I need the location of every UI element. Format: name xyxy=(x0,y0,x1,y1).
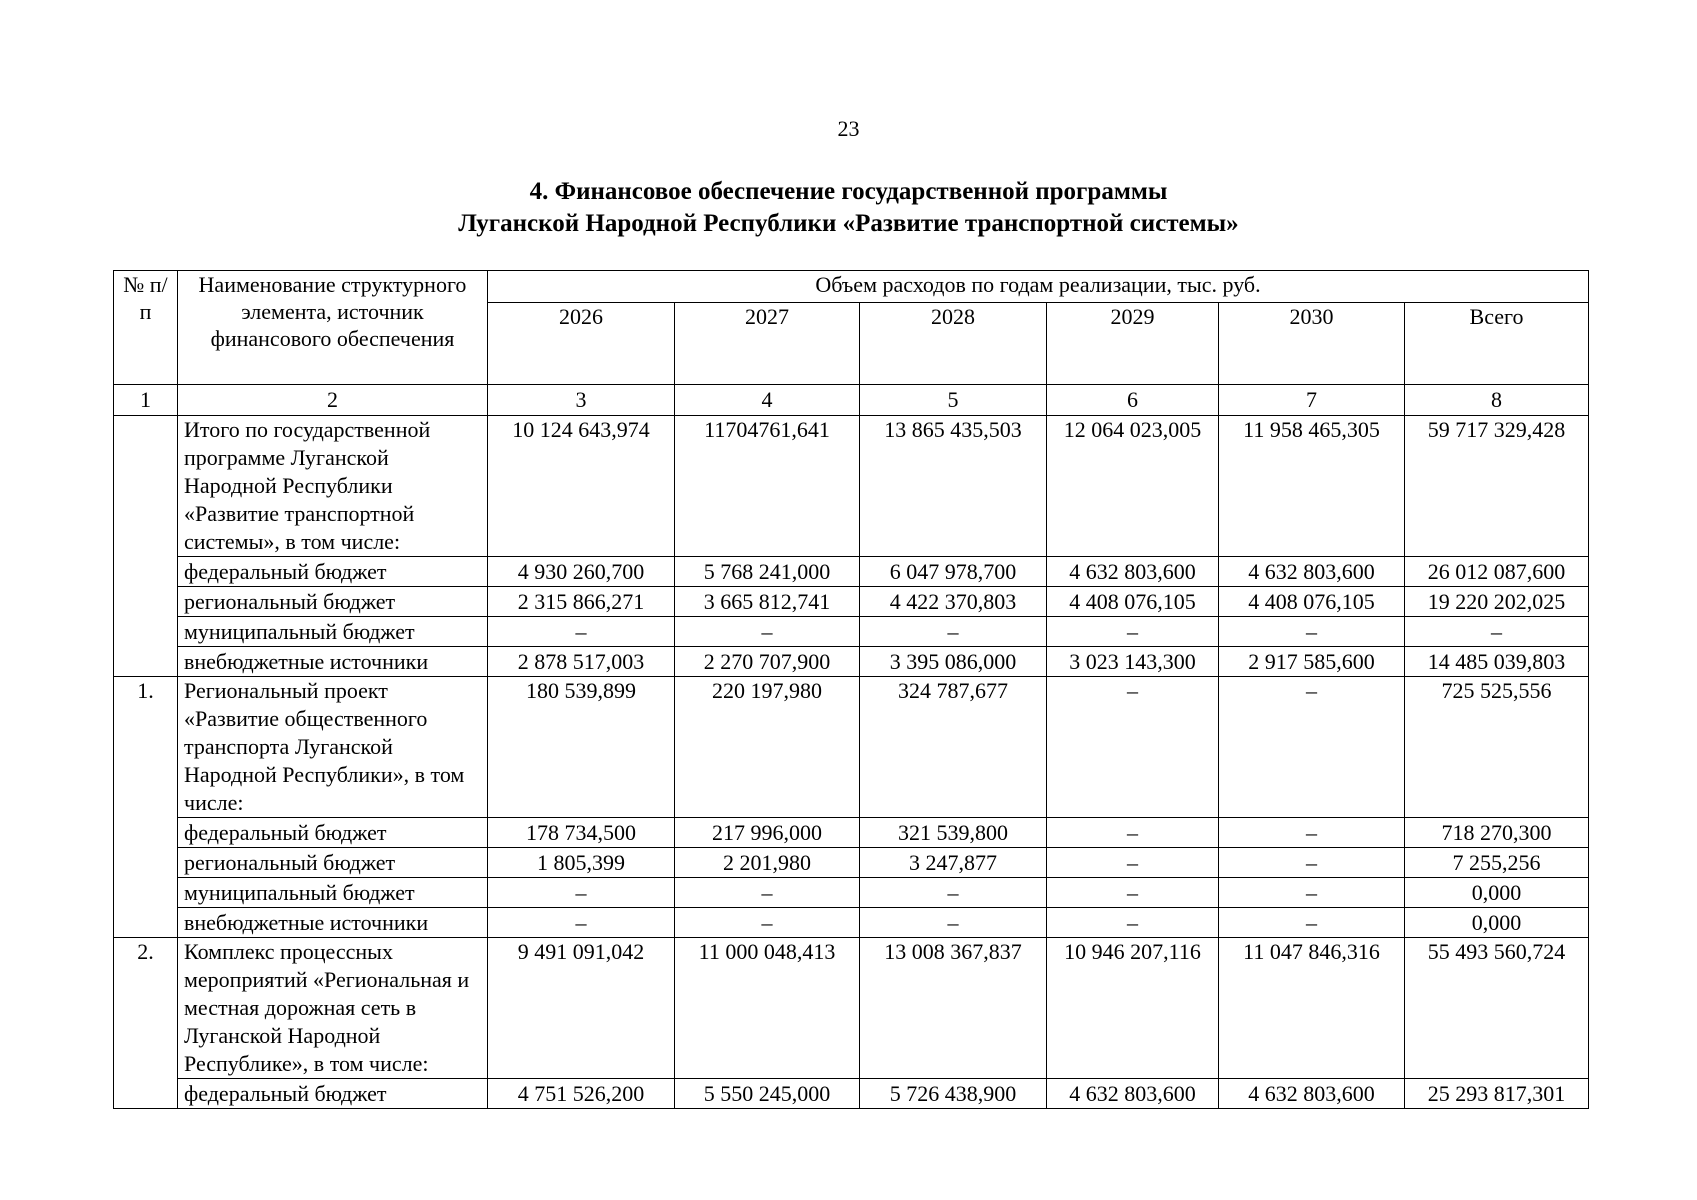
year-value-cell: 13 008 367,837 xyxy=(860,938,1047,1079)
funding-source-row xyxy=(114,587,1589,617)
year-value-cell: – xyxy=(1219,878,1405,908)
funding-source-row xyxy=(114,1079,1589,1109)
year-value-cell: – xyxy=(1219,677,1405,818)
year-value-cell: 5 768 241,000 xyxy=(675,557,860,587)
year-value-cell: 2 917 585,600 xyxy=(1219,647,1405,677)
year-value-cell: – xyxy=(488,617,675,647)
year-value-cell: 2 270 707,900 xyxy=(675,647,860,677)
column-number: 2 xyxy=(178,385,488,416)
column-number: 8 xyxy=(1405,385,1589,416)
year-value-cell: – xyxy=(860,617,1047,647)
year-value-cell: 1 805,399 xyxy=(488,848,675,878)
column-number: 1 xyxy=(114,385,178,416)
year-value-cell: 11704761,641 xyxy=(675,416,860,557)
year-value-cell: 217 996,000 xyxy=(675,818,860,848)
total-value-cell: 725 525,556 xyxy=(1405,677,1589,818)
funding-source-name: федеральный бюджет xyxy=(178,818,488,848)
total-value-cell: 59 717 329,428 xyxy=(1405,416,1589,557)
header-year: 2029 xyxy=(1047,303,1219,385)
header-total: Всего xyxy=(1405,303,1589,385)
column-number: 4 xyxy=(675,385,860,416)
total-value-cell: 19 220 202,025 xyxy=(1405,587,1589,617)
funding-source-name: внебюджетные источники xyxy=(178,647,488,677)
total-value-cell: 25 293 817,301 xyxy=(1405,1079,1589,1109)
year-value-cell: 2 878 517,003 xyxy=(488,647,675,677)
year-value-cell: – xyxy=(860,878,1047,908)
row-number xyxy=(114,416,178,677)
year-value-cell: 4 930 260,700 xyxy=(488,557,675,587)
funding-source-name: федеральный бюджет xyxy=(178,1079,488,1109)
year-value-cell: – xyxy=(675,617,860,647)
funding-source-name: региональный бюджет xyxy=(178,848,488,878)
page-number: 23 xyxy=(837,116,860,141)
funding-source-name: муниципальный бюджет xyxy=(178,878,488,908)
structural-element-name: Комплекс процессных мероприятий «Региональная и местная дорожная сеть в Луганской Народной Республике», в том числе: xyxy=(178,938,488,1079)
total-value-cell: 7 255,256 xyxy=(1405,848,1589,878)
total-value-cell: 0,000 xyxy=(1405,908,1589,938)
year-value-cell: 2 201,980 xyxy=(675,848,860,878)
year-value-cell: 10 946 207,116 xyxy=(1047,938,1219,1079)
year-value-cell: 321 539,800 xyxy=(860,818,1047,848)
year-value-cell: – xyxy=(488,878,675,908)
year-value-cell: 11 047 846,316 xyxy=(1219,938,1405,1079)
funding-source-name: муниципальный бюджет xyxy=(178,617,488,647)
table-body xyxy=(114,385,1589,1109)
funding-source-name: федеральный бюджет xyxy=(178,557,488,587)
funding-source-row xyxy=(114,848,1589,878)
total-value-cell: 14 485 039,803 xyxy=(1405,647,1589,677)
header-year: 2027 xyxy=(675,303,860,385)
year-value-cell: 4 632 803,600 xyxy=(1047,1079,1219,1109)
funding-source-row xyxy=(114,818,1589,848)
funding-source-row xyxy=(114,617,1589,647)
document-title xyxy=(0,176,1697,240)
funding-source-row xyxy=(114,908,1589,938)
year-value-cell: – xyxy=(1219,818,1405,848)
structural-element-name: Региональный проект «Развитие общественного транспорта Луганской Народной Республики», в том числе: xyxy=(178,677,488,818)
year-value-cell: 11 000 048,413 xyxy=(675,938,860,1079)
header-year: 2026 xyxy=(488,303,675,385)
year-value-cell: 3 395 086,000 xyxy=(860,647,1047,677)
header-name: Наименование структурного элемента, источник финансового обеспечения xyxy=(178,271,488,385)
header-volume: Объем расходов по годам реализации, тыс. руб. xyxy=(488,271,1589,303)
funding-source-row xyxy=(114,647,1589,677)
year-value-cell: 4 751 526,200 xyxy=(488,1079,675,1109)
year-value-cell: 4 632 803,600 xyxy=(1219,557,1405,587)
structural-element-name: Итого по государственной программе Луганской Народной Республики «Развитие транспортной системы», в том числе: xyxy=(178,416,488,557)
year-value-cell: – xyxy=(488,908,675,938)
total-value-cell: 55 493 560,724 xyxy=(1405,938,1589,1079)
year-value-cell: 178 734,500 xyxy=(488,818,675,848)
year-value-cell: 4 632 803,600 xyxy=(1219,1079,1405,1109)
group-total-row xyxy=(114,677,1589,818)
year-value-cell: – xyxy=(1047,677,1219,818)
column-number: 6 xyxy=(1047,385,1219,416)
group-total-row xyxy=(114,416,1589,557)
funding-source-row xyxy=(114,557,1589,587)
year-value-cell: 5 550 245,000 xyxy=(675,1079,860,1109)
year-value-cell: 3 665 812,741 xyxy=(675,587,860,617)
year-value-cell: 9 491 091,042 xyxy=(488,938,675,1079)
column-number: 3 xyxy=(488,385,675,416)
total-value-cell: 718 270,300 xyxy=(1405,818,1589,848)
funding-source-name: региональный бюджет xyxy=(178,587,488,617)
year-value-cell: – xyxy=(675,908,860,938)
year-value-cell: 5 726 438,900 xyxy=(860,1079,1047,1109)
total-value-cell: 26 012 087,600 xyxy=(1405,557,1589,587)
funding-source-row xyxy=(114,878,1589,908)
header-year: 2028 xyxy=(860,303,1047,385)
header-number: № п/п xyxy=(114,271,178,385)
year-value-cell: – xyxy=(1219,908,1405,938)
year-value-cell: 2 315 866,271 xyxy=(488,587,675,617)
year-value-cell: 4 408 076,105 xyxy=(1047,587,1219,617)
total-value-cell: – xyxy=(1405,617,1589,647)
year-value-cell: 3 247,877 xyxy=(860,848,1047,878)
year-value-cell: 324 787,677 xyxy=(860,677,1047,818)
year-value-cell: – xyxy=(1219,848,1405,878)
column-number: 7 xyxy=(1219,385,1405,416)
year-value-cell: 4 632 803,600 xyxy=(1047,557,1219,587)
column-number-row xyxy=(114,385,1589,416)
year-value-cell: – xyxy=(1047,818,1219,848)
year-value-cell: 220 197,980 xyxy=(675,677,860,818)
row-number: 1. xyxy=(114,677,178,938)
year-value-cell: – xyxy=(1047,848,1219,878)
year-value-cell: – xyxy=(1047,878,1219,908)
row-number: 2. xyxy=(114,938,178,1109)
year-value-cell: 11 958 465,305 xyxy=(1219,416,1405,557)
funding-source-name: внебюджетные источники xyxy=(178,908,488,938)
year-value-cell: 6 047 978,700 xyxy=(860,557,1047,587)
year-value-cell: 3 023 143,300 xyxy=(1047,647,1219,677)
year-value-cell: 180 539,899 xyxy=(488,677,675,818)
title-line-1: 4. Финансовое обеспечение государственной программы xyxy=(529,178,1168,205)
year-value-cell: 4 422 370,803 xyxy=(860,587,1047,617)
year-value-cell: – xyxy=(1219,617,1405,647)
column-number: 5 xyxy=(860,385,1047,416)
year-value-cell: 10 124 643,974 xyxy=(488,416,675,557)
year-value-cell: 13 865 435,503 xyxy=(860,416,1047,557)
year-value-cell: – xyxy=(675,878,860,908)
title-line-2: Луганской Народной Республики «Развитие транспортной системы» xyxy=(458,210,1239,237)
total-value-cell: 0,000 xyxy=(1405,878,1589,908)
year-value-cell: – xyxy=(1047,908,1219,938)
year-value-cell: 4 408 076,105 xyxy=(1219,587,1405,617)
header-year: 2030 xyxy=(1219,303,1405,385)
financing-table xyxy=(113,270,1589,1109)
year-value-cell: – xyxy=(860,908,1047,938)
year-value-cell: 12 064 023,005 xyxy=(1047,416,1219,557)
group-total-row xyxy=(114,938,1589,1079)
year-value-cell: – xyxy=(1047,617,1219,647)
